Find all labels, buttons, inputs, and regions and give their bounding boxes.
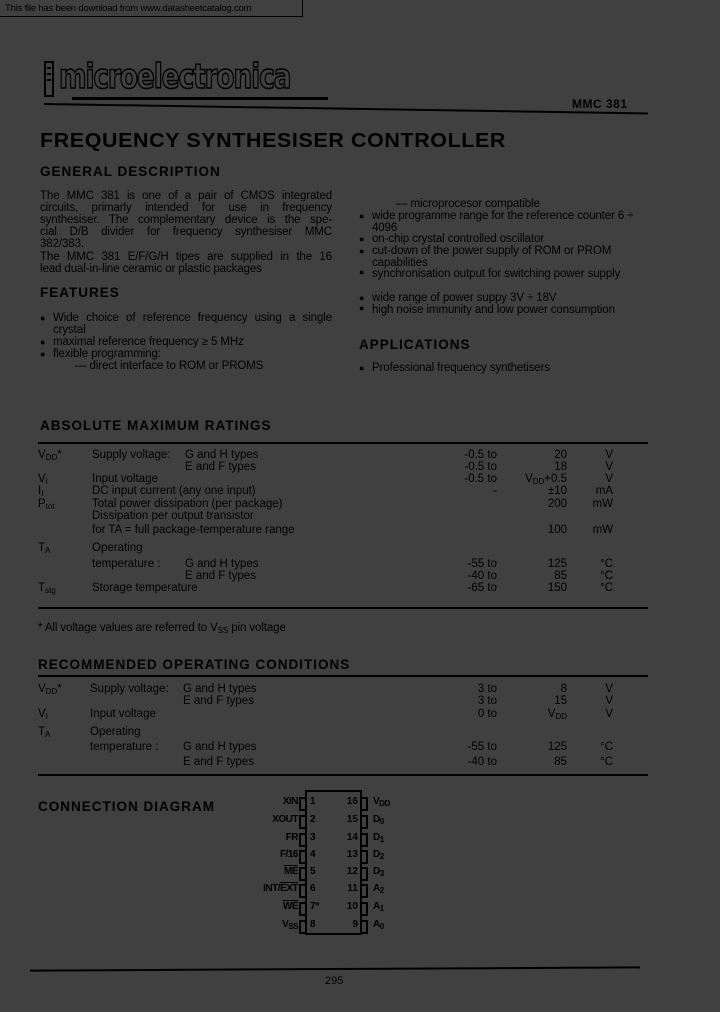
parameter-description: Supply voltage: — [90, 683, 169, 695]
pin-label-subscript: 0 — [379, 817, 384, 826]
feature-item: synchronisation output for switching power supply — [372, 268, 621, 280]
pin-label — [373, 832, 384, 844]
unit: V — [605, 695, 613, 707]
feature-item: ● Wide choice of reference frequency using a single crystal — [53, 312, 332, 336]
min-value: 3 to — [477, 683, 497, 695]
pin-icon — [299, 797, 305, 811]
feature-item: ● wide range of power suppy 3V ÷ 18V — [372, 292, 648, 304]
min-value: -65 to — [467, 582, 497, 594]
parameter-description: Supply voltage: — [92, 449, 171, 461]
pin-label — [240, 796, 298, 807]
header-rule — [44, 103, 648, 114]
symbol-subscript: I — [45, 712, 48, 721]
min-value: -0.5 to — [464, 461, 497, 473]
pin-number: 11 — [347, 883, 358, 894]
pin-number: 16 — [346, 796, 358, 807]
pin-label-text: XIN — [282, 796, 298, 807]
device-type: E and F types — [183, 695, 254, 707]
max-value — [480, 708, 567, 723]
device-type: G and H types — [185, 449, 259, 461]
pin-label-text: V — [282, 919, 289, 930]
min-value: -40 to — [467, 756, 497, 768]
pin-number: 4 — [310, 849, 316, 860]
pin-icon — [299, 815, 305, 829]
pin-icon — [299, 850, 305, 864]
footnote — [38, 622, 286, 637]
application-item: ● Professional frequency synthetisers — [372, 362, 550, 374]
pin-label-subscript: 2 — [379, 852, 384, 861]
pin-label-subscript: DD — [379, 799, 390, 808]
footnote-sub: SS — [217, 626, 229, 635]
pin-number: 9 — [352, 919, 358, 930]
features-heading: FEATURES — [40, 285, 120, 300]
max-value-text: V — [547, 708, 556, 720]
symbol-footnote-mark: * — [57, 683, 62, 695]
pin-icon — [299, 867, 305, 881]
pin-label — [240, 866, 298, 877]
page-title: FREQUENCY SYNTHESISER CONTROLLER — [40, 130, 507, 152]
parameter-description: temperature : — [90, 741, 159, 753]
symbol-footnote-mark: * — [57, 449, 62, 461]
pin-label-text: FR — [285, 832, 298, 843]
max-value-subscript: DD — [555, 712, 567, 721]
absolute-max-heading: ABSOLUTE MAXIMUM RATINGS — [40, 418, 272, 433]
pin-number: 8 — [310, 919, 316, 930]
unit: mW — [592, 498, 613, 510]
max-value-text: 100 — [547, 524, 567, 536]
table-rule — [38, 774, 648, 776]
pin-label — [240, 919, 298, 931]
pin-label-text: D — [373, 832, 380, 843]
company-logo: microelectronica — [59, 57, 291, 97]
unit: V — [605, 683, 613, 695]
min-value: -55 to — [467, 558, 497, 570]
description-line: The MMC 381 is one of a pair of CMOS integrated — [40, 190, 332, 202]
symbol-letter: I — [38, 485, 42, 497]
download-source-banner: This file has been download from www.datasheetcatalog.com — [0, 0, 303, 17]
pin-label-overlined: $\overline{WE}$ — [282, 901, 298, 912]
symbol-subscript: tot — [45, 502, 55, 511]
max-value-text: 125 — [547, 741, 567, 753]
parameter-description: Input voltage — [90, 708, 156, 720]
pin-label-overlined: $\overline{EXT}$ — [280, 883, 298, 894]
max-value — [480, 695, 567, 707]
max-value-text: 85 — [554, 570, 567, 582]
parameter-description: Operating — [92, 542, 143, 554]
unit: V — [605, 449, 613, 461]
pin-number: 10 — [346, 901, 358, 912]
device-type: G and H types — [183, 741, 257, 753]
max-value — [480, 582, 567, 594]
symbol-letter: T — [38, 582, 46, 594]
feature-item: ● cut-down of the power supply of ROM or PROM capabilities — [372, 245, 648, 269]
parameter-description: temperature : — [92, 558, 161, 570]
pin-label-text: A — [373, 883, 380, 894]
min-value: -40 to — [467, 570, 497, 582]
parameter-description: Operating — [90, 726, 141, 738]
device-type: G and H types — [183, 683, 257, 695]
max-value-text: V — [525, 473, 533, 485]
unit: V — [605, 461, 613, 473]
pin-icon — [299, 884, 305, 898]
table-rule — [38, 442, 648, 444]
max-value-text: 85 — [554, 756, 567, 768]
description-line: circuits, primarly intended for use in frequency — [40, 202, 332, 214]
symbol — [38, 449, 62, 464]
footnote-text: * All voltage values are referred to V — [38, 622, 218, 634]
unit: °C — [600, 741, 613, 753]
symbol — [38, 683, 62, 698]
feature-item: ● flexible programming: — [53, 348, 332, 360]
symbol-letter: V — [38, 708, 46, 720]
max-value-text: 15 — [554, 695, 567, 707]
pin-number: 2 — [310, 814, 316, 825]
description-line: 382/383. — [40, 238, 84, 250]
pin-icon — [362, 902, 368, 916]
unit: °C — [600, 582, 613, 594]
pin-label — [240, 832, 298, 843]
pin-label-subscript: 0 — [379, 922, 384, 931]
pin-label-subscript: 3 — [379, 869, 384, 878]
max-value-text: 125 — [547, 558, 567, 570]
pin-icon — [362, 815, 368, 829]
device-type: E and F types — [185, 570, 256, 582]
max-value — [480, 570, 567, 582]
pin-number: 6 — [310, 883, 316, 894]
max-value — [480, 498, 567, 510]
page-number: 295 — [325, 975, 344, 987]
pin-icon — [299, 833, 305, 847]
max-value — [480, 449, 567, 461]
pin-label-subscript: SS — [288, 922, 298, 931]
unit: V — [605, 473, 613, 485]
pin-icon — [362, 833, 368, 847]
parameter-description: Dissipation per output transistor — [92, 510, 254, 522]
max-value-text: 200 — [547, 498, 567, 510]
pin-icon — [362, 884, 368, 898]
pin-label — [373, 901, 384, 913]
min-value: - — [493, 485, 497, 497]
symbol — [38, 542, 50, 557]
bullet-icon: ● — [359, 303, 365, 313]
pin-label-text: XOUT — [272, 814, 298, 825]
pin-label-text: D — [373, 814, 380, 825]
pin-label — [373, 866, 384, 878]
ic-package-outline — [305, 790, 362, 935]
pin-number: 15 — [346, 814, 358, 825]
symbol-subscript: DD — [45, 453, 58, 462]
max-value-text: 18 — [554, 461, 567, 473]
pin-icon — [362, 797, 368, 811]
symbol — [38, 498, 55, 513]
symbol-letter: V — [38, 683, 46, 695]
max-value — [480, 524, 567, 536]
symbol-subscript: I — [41, 489, 44, 498]
parameter-description: Total power dissipation (per package) — [92, 498, 283, 510]
pin-number: 14 — [346, 832, 358, 843]
max-value-text: ±10 — [547, 485, 567, 497]
description-line: The MMC 381 E/F/G/H tipes are supplied in the 16 — [40, 251, 332, 263]
max-value — [480, 741, 567, 753]
pin-icon — [362, 920, 368, 934]
pin-number: 3 — [310, 832, 316, 843]
pin-icon — [299, 920, 305, 934]
pin-label-text: A — [373, 919, 380, 930]
parameter-description: Storage temperature — [92, 582, 198, 594]
pin-label-subscript: 1 — [379, 835, 384, 844]
pin-number: 5 — [310, 866, 316, 877]
pin-number: 7* — [310, 901, 320, 912]
pin-label-subscript: 2 — [379, 886, 384, 895]
unit: V — [605, 708, 613, 720]
device-type: E and F types — [183, 756, 254, 768]
footer-rule — [30, 966, 640, 971]
max-value — [480, 461, 567, 473]
symbol-subscript: A — [45, 730, 51, 739]
max-value-suffix: +0.5 — [544, 473, 567, 485]
max-value-text: 8 — [560, 683, 567, 695]
description-line: lead dual-in-line ceramic or plastic packages — [40, 263, 262, 275]
unit: °C — [600, 570, 613, 582]
pin-label-text: F/16 — [279, 849, 298, 860]
part-number: MMC 381 — [572, 97, 628, 111]
pin-label-text: D — [373, 849, 380, 860]
symbol-letter: V — [38, 473, 46, 485]
max-value — [480, 756, 567, 768]
feature-subitem: — microprocesor compatible — [396, 198, 540, 210]
min-value: -0.5 to — [464, 449, 497, 461]
pin-label-text: A — [373, 901, 380, 912]
pin-label-overlined: $\overline{ME}$ — [284, 866, 298, 877]
applications-heading: APPLICATIONS — [359, 337, 471, 352]
symbol — [38, 726, 50, 741]
table-rule — [38, 675, 648, 677]
symbol-subscript: stg — [45, 586, 56, 595]
connection-diagram-heading: CONNECTION DIAGRAM — [38, 799, 215, 814]
unit: mW — [592, 524, 613, 536]
max-value-text: 20 — [554, 449, 567, 461]
pin-label — [373, 814, 384, 826]
min-value: -0.5 to — [464, 473, 497, 485]
unit: °C — [600, 558, 613, 570]
symbol — [38, 582, 56, 597]
max-value-subscript: DD — [532, 477, 545, 486]
footnote-text-end: pin voltage — [228, 622, 286, 634]
unit: mA — [595, 485, 613, 497]
pin-label — [373, 919, 384, 931]
pin-label — [240, 849, 298, 860]
pin-icon — [362, 867, 368, 881]
feature-item: ● maximal reference frequency ≥ 5 MHz — [53, 336, 332, 348]
symbol-subscript: A — [45, 546, 51, 555]
bullet-icon: ● — [359, 267, 365, 277]
pin-number: 1 — [310, 796, 316, 807]
symbol-letter: P — [38, 498, 46, 510]
feature-subitem: — direct interface to ROM or PROMS — [75, 360, 264, 372]
pin-number: 12 — [346, 866, 358, 877]
pin-label-subscript: 1 — [379, 904, 384, 913]
parameter-description: Input voltage — [92, 473, 158, 485]
pin-label-text: D — [373, 866, 380, 877]
pin-icon — [362, 850, 368, 864]
parameter-description: for TA = full package-temperature range — [92, 524, 295, 536]
device-type: G and H types — [185, 558, 259, 570]
symbol-subscript: I — [45, 477, 48, 486]
max-value — [480, 485, 567, 497]
feature-item: ● on-chip crystal controlled oscillator — [372, 233, 648, 245]
pin-label — [240, 814, 298, 825]
table-rule — [38, 607, 648, 609]
symbol-letter: T — [38, 726, 46, 738]
pin-label — [373, 883, 384, 895]
feature-item: ● wide programme range for the reference counter 6 ÷ 4096 — [372, 210, 648, 234]
general-description-heading: GENERAL DESCRIPTION — [40, 164, 221, 179]
pin-label — [240, 901, 298, 912]
pin-label — [373, 849, 384, 861]
pin-icon — [299, 902, 305, 916]
description-line: synthesiser. The complementary device is the spe- — [40, 214, 332, 226]
max-value — [480, 683, 567, 695]
symbol — [38, 708, 48, 723]
pin-number: 13 — [346, 849, 358, 860]
symbol-subscript: DD — [45, 687, 58, 696]
max-value — [480, 558, 567, 570]
pin-label-text: INT/ — [263, 883, 281, 894]
symbol-letter: T — [38, 542, 46, 554]
parameter-description: DC input current (any one input) — [92, 485, 256, 497]
unit: °C — [600, 756, 613, 768]
min-value: 3 to — [477, 695, 497, 707]
symbol-letter: V — [38, 449, 46, 461]
feature-item: high noise immunity and low power consumption — [372, 304, 615, 316]
min-value: 0 to — [477, 708, 497, 720]
device-type: E and F types — [185, 461, 256, 473]
logo-underline — [72, 97, 328, 100]
recommended-heading: RECOMMENDED OPERATING CONDITIONS — [38, 657, 351, 672]
pin-label-text: V — [373, 796, 380, 807]
pin-label — [240, 883, 298, 894]
min-value: -55 to — [467, 741, 497, 753]
pin-label — [373, 796, 390, 808]
max-value-text: 150 — [547, 582, 567, 594]
logo-mark-icon — [44, 61, 54, 97]
description-line: cial D/B divider for frequency synthesiser MMC — [40, 226, 332, 238]
